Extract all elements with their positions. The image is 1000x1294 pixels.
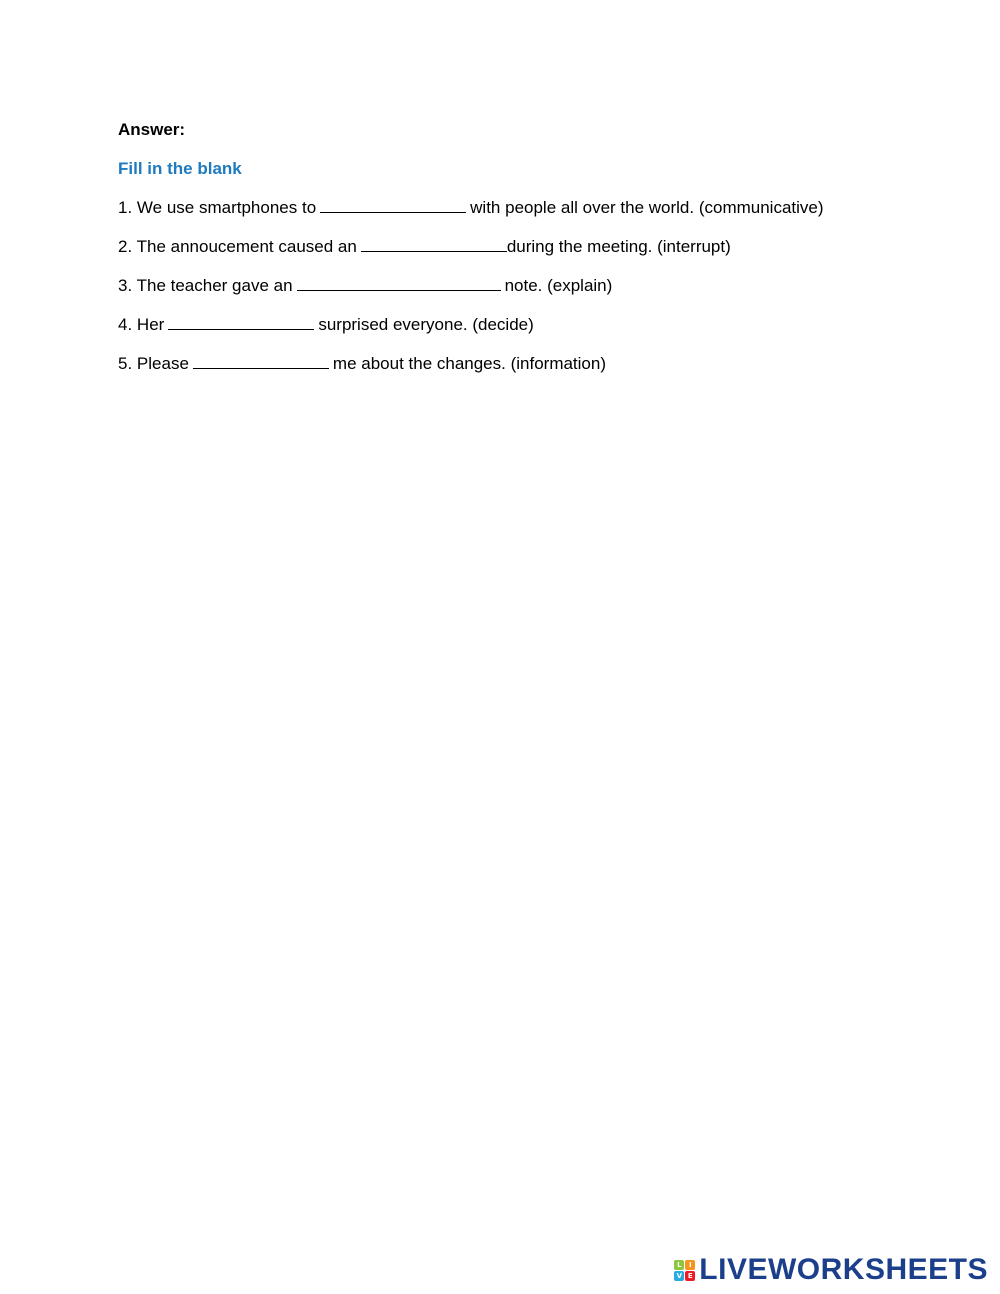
answer-blank[interactable]: [297, 274, 501, 291]
question-text-after: me about the changes. (information): [332, 354, 607, 373]
logo-tile-4: E: [685, 1271, 695, 1281]
question-number: 5.: [118, 354, 133, 373]
logo-mark-icon: [674, 1260, 695, 1281]
question-item: [118, 313, 938, 337]
question-list: [118, 196, 938, 376]
question-text-before: The teacher gave an: [136, 276, 293, 295]
question-text-before: Please: [136, 354, 189, 373]
logo-text: LIVEWORKSHEETS: [699, 1253, 988, 1286]
question-item: [118, 196, 938, 220]
question-text-after: with people all over the world. (communicative): [470, 198, 824, 217]
answer-blank[interactable]: [361, 235, 507, 252]
question-text-after: note. (explain): [504, 276, 613, 295]
question-item: [118, 235, 938, 259]
logo-tile-3: V: [674, 1271, 684, 1281]
question-number: 1.: [118, 198, 133, 217]
question-text-after: during the meeting. (interrupt): [506, 237, 731, 256]
answer-label: Answer:: [118, 120, 186, 139]
question-text-after: surprised everyone. (decide): [318, 315, 534, 334]
question-item: [118, 352, 938, 376]
answer-blank[interactable]: [193, 352, 329, 369]
section-title: Fill in the blank: [118, 159, 242, 178]
question-item: [118, 274, 938, 298]
question-text-before: We use smartphones to: [136, 198, 317, 217]
worksheet-content: [118, 118, 938, 391]
answer-blank[interactable]: [168, 313, 314, 330]
question-text-before: Her: [136, 315, 165, 334]
logo-tile-1: L: [674, 1260, 684, 1270]
liveworksheets-logo: [674, 1254, 988, 1286]
answer-blank[interactable]: [320, 196, 466, 213]
question-number: 3.: [118, 276, 133, 295]
logo-tile-2: I: [685, 1260, 695, 1270]
question-number: 2.: [118, 237, 133, 256]
question-number: 4.: [118, 315, 133, 334]
question-text-before: The annoucement caused an: [136, 237, 357, 256]
